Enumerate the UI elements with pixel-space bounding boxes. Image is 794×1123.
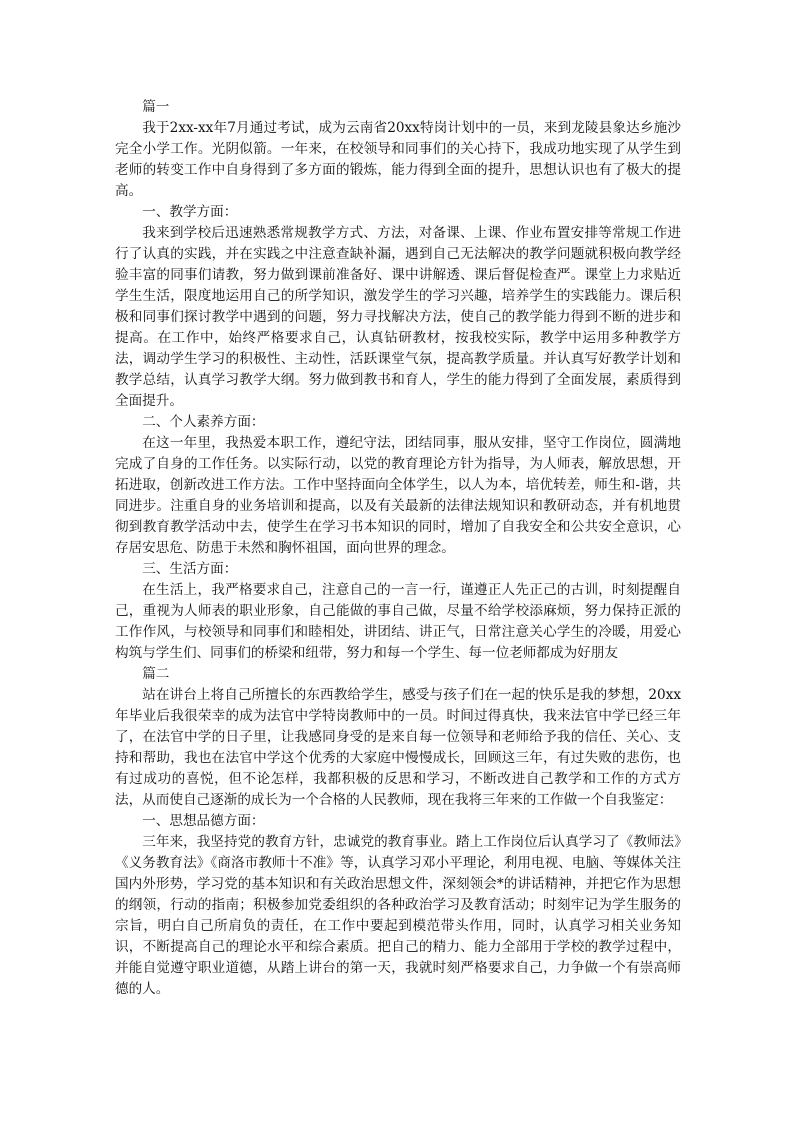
document-page bbox=[115, 97, 681, 1000]
heading-ideology-morality: 一、思想品德方面： bbox=[142, 813, 265, 829]
teaching-paragraph: 我来到学校后迅速熟悉常规教学方式、方法，对备课、上课、作业布置安排等常规工作进行了认真的实践，并在实践之中注意查缺补漏，遇到自己无法解决的教学问题就积极向教学经验丰富的同事们请教，努力做到课前准备好、课中讲解透、课后督促检查严。课堂上力求贴近学生生活，限度地运用自己的所学知识，激发学生的学习兴趣，培养学生的实践能力。课后积极和同事们探讨教学中遇到的问题，努力寻找解决方法，使自己的教学能力得到不断的进步和提高。在工作中，始终严格要求自己，认真钻研教材，按我校实际，教学中运用多种教学方法，调动学生学习的积极性、主动性，活跃课堂气氛，提高教学质量。并认真写好教学计划和教学总结，认真学习教学大纲。努力做到教书和育人，学生的能力得到了全面发展，素质得到全面提升。 bbox=[115, 225, 681, 409]
heading-teaching: 一、教学方面： bbox=[142, 204, 238, 220]
heading-personal-quality: 二、个人素养方面： bbox=[142, 414, 265, 430]
heading-life: 三、生活方面： bbox=[142, 561, 238, 577]
pian2-intro-paragraph: 站在讲台上将自己所擅长的东西教给学生，感受与孩子们在一起的快乐是我的梦想，20xx年毕业后我很荣幸的成为法官中学特岗教师中的一员。时间过得真快，我来法官中学已经三年了，在法官中学的日子里，让我感同身受的是来自每一位领导和老师给予我的信任、关心、支持和帮助，我也在法官中学这个优秀的大家庭中慢慢成长，回顾这三年，有过失败的悲伤，也有过成功的喜悦，但不论怎样，我都积极的反思和学习，不断改进自己教学和工作的方式方法，从而使自己逐渐的成长为一个合格的人民教师，现在我将三年来的工作做一个自我鉴定： bbox=[115, 687, 681, 808]
intro-paragraph: 我于2xx-xx年7月通过考试，成为云南省20xx特岗计划中的一员，来到龙陵县象达乡施沙完全小学工作。光阴似箭。一年来，在校领导和同事们的关心持下，我成功地实现了从学生到老师的转变工作中自身得到了多方面的锻炼，能力得到全面的提升，思想认识也有了极大的提高。 bbox=[115, 120, 681, 199]
ideology-morality-paragraph: 三年来，我坚持党的教育方针，忠诚党的教育事业。踏上工作岗位后认真学习了《教师法》《义务教育法》《商洛市教师十不准》等，认真学习邓小平理论，利用电视、电脑、等媒体关注国内外形势，学习党的基本知识和有关政治思想文件，深刻领会*的讲话精神，并把它作为思想的纲领，行动的指南；积极参加党委组织的各种政治学习及教育活动；时刻牢记为学生服务的宗旨，明白自己所肩负的责任，在工作中要起到模范带头作用，同时，认真学习相关业务知识，不断提高自己的理论水平和综合素质。把自己的精力、能力全部用于学校的教学过程中，并能自觉遵守职业道德，从踏上讲台的第一天，我就时刻严格要求自己，力争做一个有崇高师德的人。 bbox=[115, 834, 681, 997]
section-heading-pian1: 篇一 bbox=[142, 99, 170, 115]
personal-quality-paragraph: 在这一年里，我热爱本职工作，遵纪守法，团结同事，服从安排，坚守工作岗位，圆满地完成了自身的工作任务。以实际行动，以党的教育理论方针为指导，为人师表，解放思想，开拓进取，创新改进工作方法。工作中坚持面向全体学生，以人为本，培优转差，师生和-谐，共同进步。注重自身的业务培训和提高，以及有关最新的法律法规知识和教研动态，并有机地贯彻到教育教学活动中去，使学生在学习书本知识的同时，增加了自我安全和公共安全意识，心存居安思危、防患于未然和胸怀祖国，面向世界的理念。 bbox=[115, 435, 681, 556]
section-heading-pian2: 篇二 bbox=[142, 666, 170, 682]
life-paragraph: 在生活上，我严格要求自己，注意自己的一言一行，谨遵正人先正己的古训，时刻提醒自己，重视为人师表的职业形象，自己能做的事自己做，尽量不给学校添麻烦，努力保持正派的工作作风，与校领导和同事们和睦相处，讲团结、讲正气，日常注意关心学生的冷暖，用爱心构筑与学生们、同事们的桥梁和纽带，努力和每一个学生、每一位老师都成为好朋友 bbox=[115, 582, 681, 661]
